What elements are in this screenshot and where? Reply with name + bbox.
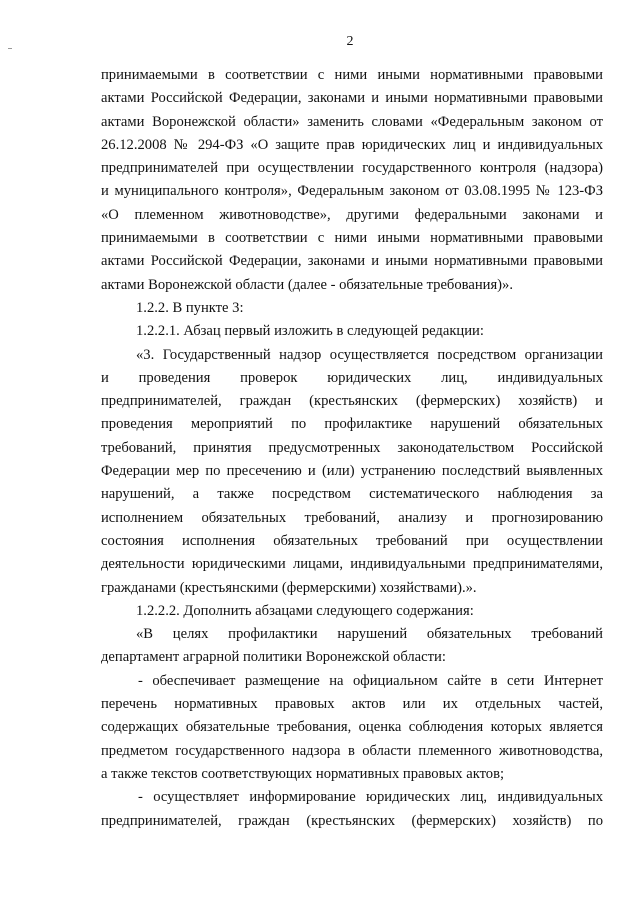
text-line: а также текстов соответствующих нормативных правовых актов; [101,765,505,782]
text-line: содержащих обязательные требования, оценка соблюдения которых является [101,719,603,736]
text-line: исполнением обязательных требований, анализу и прогнозированию [101,509,603,526]
text-line: состояния исполнения обязательных требований при осуществлении [101,532,603,549]
text-line: нарушений, а также посредством систематического наблюдения за [101,486,603,503]
text-line: предпринимателей при осуществлении государственного контроля (надзора) [101,160,603,177]
text-line: требований, принятия предусмотренных законодательством Российской [101,439,603,456]
text-line: Федерации мер по пресечению и (или) устранению последствий выявленных [101,463,603,480]
document-body [101,64,603,833]
text-line: «3. Государственный надзор осуществляется посредством организации [136,346,603,363]
text-line: 1.2.2.2. Дополнить абзацами следующего содержания: [136,602,474,619]
text-line: принимаемыми в соответствии с ними иными нормативными правовыми [101,230,603,247]
text-line: деятельности юридическими лицами, индивидуальными предпринимателями, [101,556,603,573]
list-item-informing [101,786,603,833]
clause-1-2-2-1 [101,320,603,343]
text-line: предметом государственного надзора в области племенного животноводства, [101,742,603,759]
text-line: - обеспечивает размещение на официальном сайте в сети Интернет [138,672,603,689]
text-line: перечень нормативных правовых актов или их отдельных частей, [101,696,603,713]
text-line: принимаемыми в соответствии с ними иными нормативными правовыми [101,67,603,83]
text-line: 1.2.2.1. Абзац первый изложить в следующей редакции: [136,323,484,340]
text-line: 1.2.2. В пункте 3: [136,299,244,316]
text-line: актами Российской Федерации, законами и иными нормативными правовыми [101,253,603,270]
text-line: и муниципального контроля», Федеральным законом от 03.08.1995 № 123-ФЗ [101,183,603,200]
paragraph-amendment-wording [101,64,603,297]
text-line: проведения мероприятий по профилактике нарушений обязательных [101,416,603,433]
text-line: актами Российской Федерации, законами и иными нормативными правовыми [101,90,603,107]
paragraph-prevention [101,623,603,670]
list-item-publication [101,670,603,786]
clause-1-2-2-2 [101,600,603,623]
paragraph-state-supervision [101,344,603,600]
text-line: и проведения проверок юридических лиц, индивидуальных [101,369,603,386]
page-number: 2 [346,34,354,49]
text-line: гражданами (крестьянскими (фермерскими) хозяйствами).». [101,579,477,596]
text-line: «В целях профилактики нарушений обязательных требований [136,626,603,643]
text-line: департамент аграрной политики Воронежской области: [101,649,446,666]
clause-1-2-2 [101,297,603,320]
text-line: предпринимателей, граждан (крестьянских (фермерских) хозяйств) по [101,812,603,829]
text-line: предпринимателей, граждан (крестьянских (фермерских) хозяйств) и [101,393,603,410]
text-line: 26.12.2008 № 294-ФЗ «О защите прав юридических лиц и индивидуальных [101,136,603,153]
text-line: - осуществляет информирование юридических лиц, индивидуальных [138,789,603,806]
text-line: актами Воронежской области» заменить словами «Федеральным законом от [101,113,603,130]
text-line: актами Воронежской области (далее - обязательные требования)». [101,276,513,293]
text-line: «О племенном животноводстве», другими федеральными законами и [101,206,603,223]
